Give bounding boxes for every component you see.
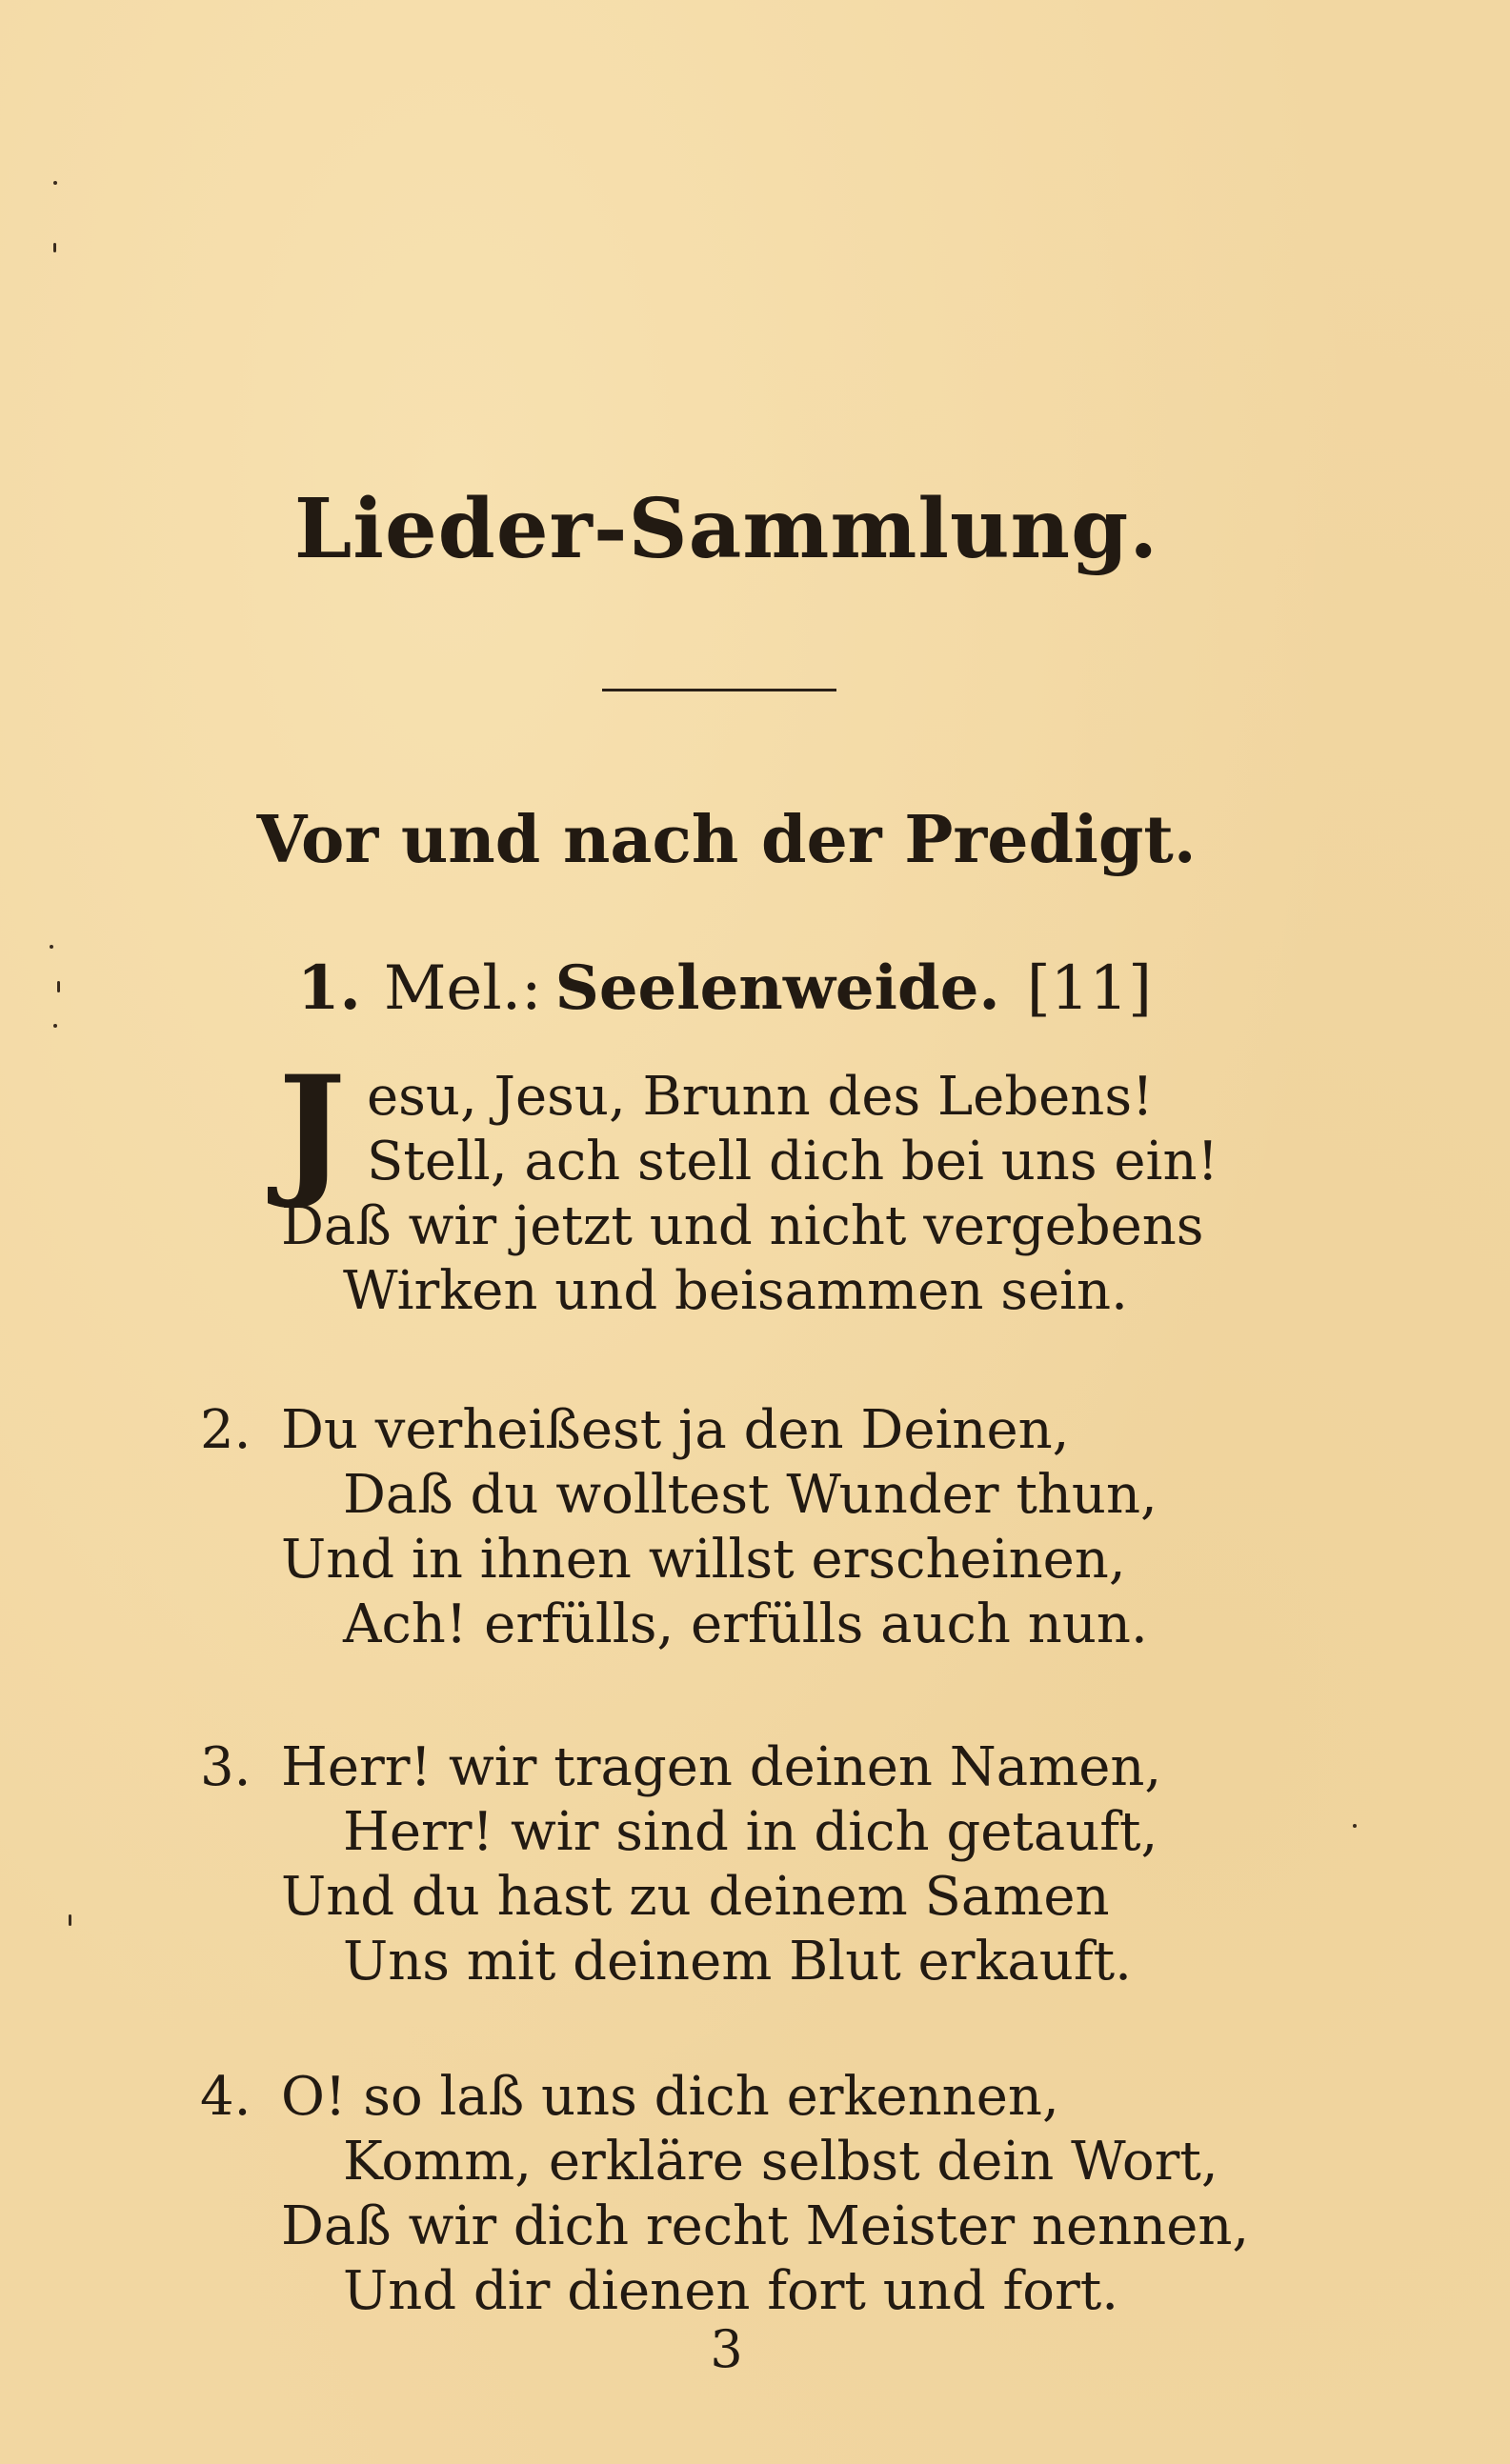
paper-speck bbox=[50, 945, 53, 949]
verse-number: 4. bbox=[200, 2066, 252, 2128]
melody-name: Seelenweide. bbox=[554, 952, 1000, 1024]
verse-number: 3. bbox=[200, 1736, 252, 1798]
melody-label: Mel.: bbox=[383, 953, 542, 1024]
verse-line: Komm, erkläre selbst dein Wort, bbox=[343, 2131, 1218, 2193]
hymn-reference: [11] bbox=[1026, 953, 1153, 1024]
verse-line: Und dir dienen fort und fort. bbox=[343, 2260, 1119, 2322]
verse-line: Wirken und beisammen sein. bbox=[343, 1260, 1128, 1322]
verse-line: Daß wir dich recht Meister nennen, bbox=[281, 2195, 1250, 2257]
verse-line: esu, Jesu, Brunn des Lebens! bbox=[367, 1066, 1154, 1128]
verse-line: Du verheißest ja den Deinen, bbox=[281, 1399, 1070, 1461]
section-heading: Vor und nach der Predigt. bbox=[256, 802, 1197, 878]
paper-speck bbox=[53, 243, 56, 252]
verse-number: 2. bbox=[200, 1399, 252, 1461]
verse-line: Herr! wir sind in dich getauft, bbox=[343, 1801, 1158, 1863]
hymn-header bbox=[297, 952, 1152, 1024]
verse-line: Herr! wir tragen deinen Namen, bbox=[281, 1736, 1162, 1798]
verse-line: Ach! erfülls, erfülls auch nun. bbox=[343, 1593, 1148, 1655]
verse-line: O! so laß uns dich erkennen, bbox=[281, 2066, 1059, 2128]
verse-line: Und du hast zu deinem Samen bbox=[281, 1866, 1110, 1928]
verse-line: Und in ihnen willst erscheinen, bbox=[281, 1529, 1126, 1591]
verse-line: Daß wir jetzt und nicht vergebens bbox=[281, 1195, 1204, 1257]
verse-line: Uns mit deinem Blut erkauft. bbox=[343, 1931, 1132, 1993]
drop-cap-letter: J bbox=[278, 1045, 346, 1212]
page-title: Lieder-Sammlung. bbox=[293, 481, 1159, 577]
paper-speck bbox=[69, 1914, 71, 1926]
paper-speck bbox=[53, 181, 57, 185]
verse-line: Daß du wolltest Wunder thun, bbox=[343, 1464, 1158, 1526]
verse-line: Stell, ach stell dich bei uns ein! bbox=[367, 1131, 1219, 1192]
paper-speck bbox=[57, 981, 60, 992]
paper-speck bbox=[1353, 1824, 1357, 1828]
hymn-number: 1. bbox=[297, 952, 361, 1024]
page-number: 3 bbox=[710, 2319, 743, 2379]
paper-speck bbox=[53, 1024, 57, 1028]
title-divider bbox=[602, 689, 836, 691]
